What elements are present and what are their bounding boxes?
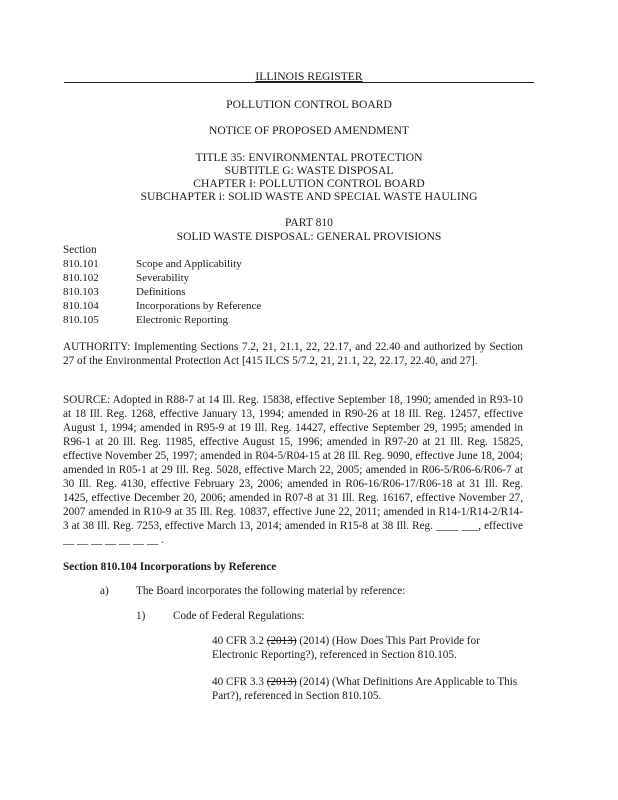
chapter-line: CHAPTER I: POLLUTION CONTROL BOARD	[193, 177, 425, 190]
cfr-reference	[212, 634, 522, 662]
toc-item-title: Scope and Applicability	[136, 258, 242, 270]
header-rule	[64, 82, 534, 83]
struck-year: (2013)	[266, 676, 297, 688]
register-header: ILLINOIS REGISTER	[255, 70, 363, 83]
cfr-reference	[212, 675, 522, 703]
toc-item-number: 810.103	[63, 286, 99, 298]
notice-title: NOTICE OF PROPOSED AMENDMENT	[208, 124, 409, 137]
item-1-label: 1)	[136, 610, 146, 622]
item-1-text: Code of Federal Regulations:	[173, 610, 305, 622]
part-name: SOLID WASTE DISPOSAL: GENERAL PROVISIONS	[176, 230, 442, 243]
toc-item-title: Definitions	[136, 286, 186, 298]
authority-paragraph: AUTHORITY: Implementing Sections 7.2, 21, 21.1, 22, 22.17, and 22.40 and authorized by Section 27 of the Environmental Protection Act [415 ILCS 5/7.2, 21, 21.1, 22, 22.17, 22.40, and 27].	[63, 341, 523, 367]
toc-item-number: 810.102	[63, 272, 99, 284]
cfr-description: (2014) (What Definitions Are Applicable to This Part?), referenced in Section 810.105.	[212, 676, 518, 702]
toc-item-number: 810.101	[63, 258, 99, 270]
board-name: POLLUTION CONTROL BOARD	[226, 98, 392, 111]
toc-item-title: Electronic Reporting	[136, 314, 228, 326]
title-line: TITLE 35: ENVIRONMENTAL PROTECTION	[195, 151, 423, 164]
part-number: PART 810	[285, 216, 333, 229]
subtitle-line: SUBTITLE G: WASTE DISPOSAL	[224, 164, 394, 177]
toc-item-title: Incorporations by Reference	[136, 300, 262, 312]
cfr-citation: 40 CFR 3.2	[212, 635, 267, 647]
struck-year: (2013)	[266, 635, 297, 647]
toc-item-number: 810.105	[63, 314, 99, 326]
toc-item-title: Severability	[136, 272, 190, 284]
toc-item-number: 810.104	[63, 300, 99, 312]
cfr-citation: 40 CFR 3.3	[212, 676, 267, 688]
subsection-a-text: The Board incorporates the following material by reference:	[136, 585, 406, 597]
cfr-description: (2014) (How Does This Part Provide for Electronic Reporting?), referenced in Section 810.105.	[212, 635, 480, 661]
subchapter-line: SUBCHAPTER i: SOLID WASTE AND SPECIAL WASTE HAULING	[140, 190, 478, 203]
section-heading: Section 810.104 Incorporations by Reference	[63, 561, 277, 573]
subsection-a-label: a)	[100, 585, 109, 597]
source-paragraph: SOURCE: Adopted in R88-7 at 14 Ill. Reg. 15838, effective September 18, 1990; amended in R93-10 at 18 Ill. Reg. 1268, effective January 13, 1994; amended in R90-26 at 18 Ill. Reg. 12457, effective August 1, 1994; amended in R95-9 at 19 Ill. Reg. 14427, effective September 29, 1995; amended in R96-1 at 20 Ill. Reg. 11985, effective August 15, 1996; amended in R97-20 at 21 Ill. Reg. 15825, effective November 25, 1997; amended in R04-5/R04-15 at 28 Ill. Reg. 9090, effective June 18, 2004; amended in R05-1 at 29 Ill. Reg. 5028, effective March 22, 2005; amended in R06-5/R06-6/R06-7 at 30 Ill. Reg. 4130, effective February 23, 2006; amended in R06-16/R06-17/R06-18 at 31 Ill. Reg. 1425, effective December 20, 2006; amended in R07-8 at 31 Ill. Reg. 16167, effective November 27, 2007 amended in R10-9 at 35 Ill. Reg. 10837, effective June 22, 2011; amended in R14-1/R14-2/R14-3 at 38 Ill. Reg. 7253, effective March 13, 2014; amended in R15-8 at 38 Ill. Reg. ____ ___, effective __ __ __ __ __ __ __ .	[63, 394, 523, 546]
toc-heading: Section	[63, 244, 97, 256]
